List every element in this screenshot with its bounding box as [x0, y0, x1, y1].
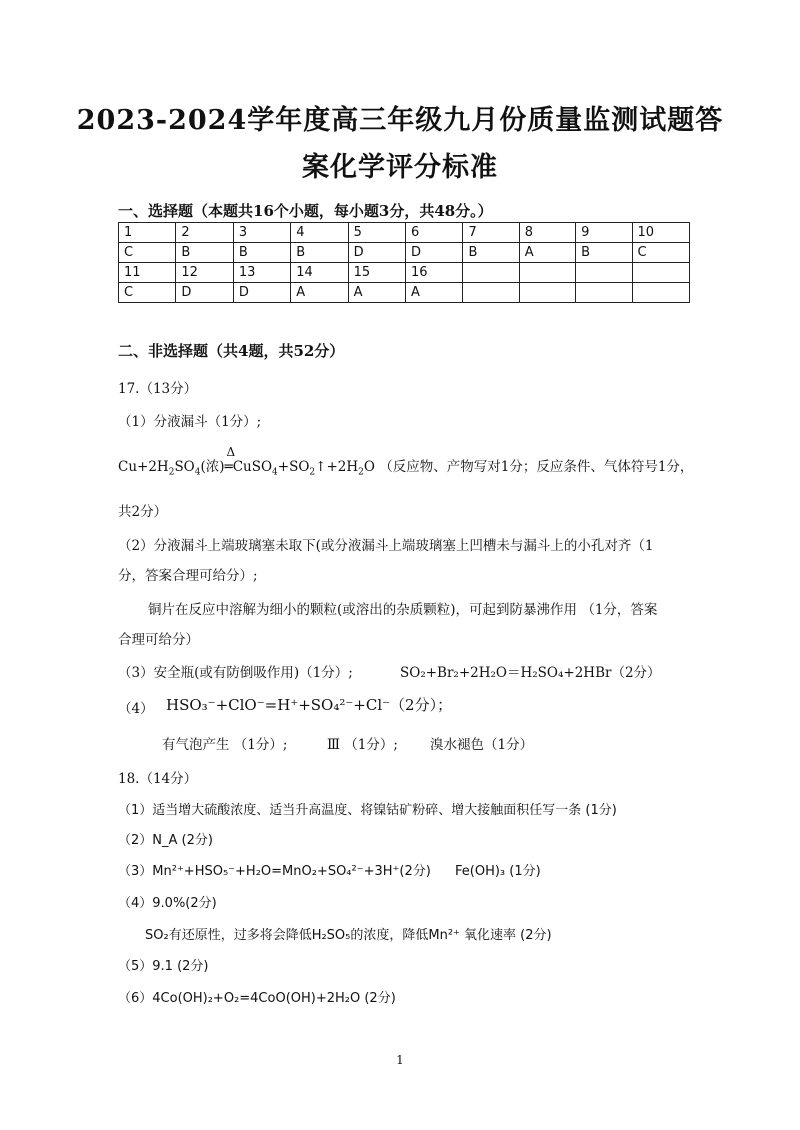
- table-cell: D: [348, 243, 405, 263]
- table-row: [119, 283, 690, 303]
- table-cell: 15: [348, 263, 405, 283]
- eq-part: ↑+2H: [315, 459, 359, 475]
- table-row: [119, 223, 690, 243]
- eq-part: CuSO: [232, 459, 273, 475]
- eq-part: SO: [174, 459, 195, 475]
- table-cell: 12: [176, 263, 233, 283]
- table-cell: D: [233, 283, 290, 303]
- table-cell: 9: [576, 223, 632, 243]
- table-cell: [576, 283, 632, 303]
- q18-part1: （1）适当增大硫酸浓度、适当升高温度、将镍钴矿粉碎、增大接触面积任写一条 (1分): [118, 803, 617, 818]
- table-cell: 11: [119, 263, 176, 283]
- table-cell: 1: [119, 223, 176, 243]
- title-line-2: 案化学评分标准: [302, 152, 498, 183]
- q17-part4-eq: HSO₃⁻+ClO⁻=H⁺+SO₄²⁻+Cl⁻（2分）；: [166, 696, 453, 714]
- q17-part2b: 分，答案合理可给分）;: [118, 568, 258, 584]
- q17-part4-d: 溴水褪色（1分）: [430, 737, 534, 753]
- table-cell: 3: [233, 223, 290, 243]
- table-cell: 8: [519, 223, 575, 243]
- heat-condition: Δ ═: [224, 445, 236, 475]
- eq-part: +SO: [277, 459, 310, 475]
- q17-part4-label: （4）: [118, 701, 154, 717]
- table-cell: 6: [406, 223, 463, 243]
- table-cell: 7: [463, 223, 519, 243]
- q18-part5: （5）9.1 (2分): [118, 959, 209, 974]
- eq-part: (浓): [200, 459, 225, 475]
- table-cell: B: [176, 243, 233, 263]
- table-cell: A: [519, 243, 575, 263]
- q18-part2: （2）N_A (2分): [118, 833, 213, 848]
- table-cell: 2: [176, 223, 233, 243]
- q17-part3-eq: SO₂+Br₂+2H₂O＝H₂SO₄+2HBr（2分）: [400, 665, 661, 681]
- table-cell: [632, 283, 689, 303]
- q18-part4: （4）9.0%(2分): [118, 896, 217, 911]
- table-cell: B: [576, 243, 632, 263]
- q17-part4-b: 有气泡产生 （1分）;: [162, 737, 288, 753]
- q17-equation: $Cu+2H_2SO_4$(浓) Δ $═CuSO_4+SO_2↑+2H_2O$ （反应物、产物写对1分；反应条件、气体符号1分，: [118, 445, 694, 478]
- section-2-heading: 二、非选择题（共4题，共52分）: [118, 342, 345, 360]
- table-cell: 16: [406, 263, 463, 283]
- table-cell: B: [291, 243, 348, 263]
- eq-note: O （反应物、产物写对1分；反应条件、气体符号1分，: [363, 459, 694, 475]
- q17-part2d: 合理可给分）: [118, 632, 199, 648]
- table-cell: [519, 283, 575, 303]
- q17-part3: （3）安全瓶(或有防倒吸作用)（1分）;: [118, 665, 353, 681]
- table-cell: C: [119, 283, 176, 303]
- table-cell: [463, 283, 519, 303]
- q17-part1: （1）分液漏斗（1分）;: [118, 414, 262, 430]
- table-cell: A: [406, 283, 463, 303]
- q18-part6: （6）4Co(OH)₂+O₂=4CoO(OH)+2H₂O (2分): [118, 991, 396, 1006]
- table-row: [119, 263, 690, 283]
- table-cell: 13: [233, 263, 290, 283]
- table-cell: C: [632, 243, 689, 263]
- q18-part4b: SO₂有还原性，过多将会降低H₂SO₅的浓度，降低Mn²⁺ 氧化速率 (2分): [145, 928, 552, 943]
- table-cell: 10: [632, 223, 689, 243]
- table-cell: B: [463, 243, 519, 263]
- table-cell: C: [119, 243, 176, 263]
- q17-header: 17.（13分）: [118, 381, 198, 397]
- q17-part4-c: Ⅲ （1分）;: [327, 737, 398, 753]
- table-cell: [576, 263, 632, 283]
- table-cell: 4: [291, 223, 348, 243]
- table-cell: A: [348, 283, 405, 303]
- table-cell: B: [233, 243, 290, 263]
- table-cell: [632, 263, 689, 283]
- page-number: 1: [396, 1053, 404, 1067]
- q18-header: 18.（14分）: [118, 771, 198, 787]
- table-cell: D: [406, 243, 463, 263]
- table-cell: D: [176, 283, 233, 303]
- q17-part2c: 铜片在反应中溶解为细小的颗粒(或溶出的杂质颗粒)，可起到防暴沸作用 （1分，答案: [148, 602, 658, 618]
- title-line-1: 2023-2024学年度高三年级九月份质量监测试题答: [76, 105, 724, 136]
- q17-part2a: （2）分液漏斗上端玻璃塞未取下(或分液漏斗上端玻璃塞上凹槽未与漏斗上的小孔对齐（1: [118, 538, 654, 554]
- section-1-heading: 一、选择题（本题共16个小题，每小题3分，共48分。）: [118, 202, 493, 220]
- q18-part3a: （3）Mn²⁺+HSO₅⁻+H₂O=MnO₂+SO₄²⁻+3H⁺(2分): [118, 864, 431, 879]
- answer-table: [118, 222, 690, 303]
- table-cell: 14: [291, 263, 348, 283]
- q17-eq-cont: 共2分）: [118, 504, 168, 520]
- table-cell: [519, 263, 575, 283]
- table-cell: 5: [348, 223, 405, 243]
- table-cell: [463, 263, 519, 283]
- eq-part: Cu+2H: [118, 459, 169, 475]
- table-cell: A: [291, 283, 348, 303]
- q18-part3b: Fe(OH)₃ (1分): [455, 864, 541, 879]
- table-row: [119, 243, 690, 263]
